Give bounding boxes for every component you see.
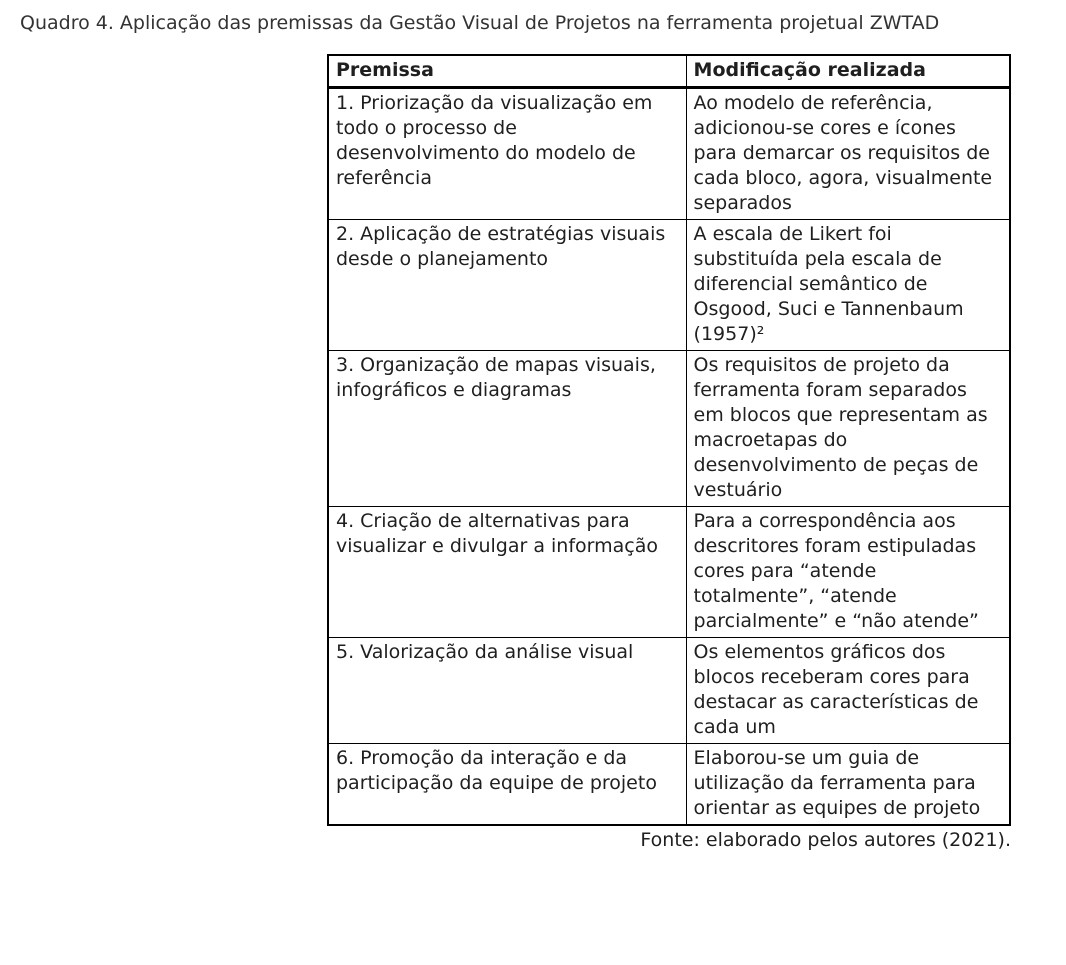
modificacao-cell: Elaborou-se um guia de utilização da ferramenta para orientar as equipes de projeto xyxy=(686,744,1010,826)
table-row xyxy=(328,351,1010,507)
premissa-cell: 3. Organização de mapas visuais, infográficos e diagramas xyxy=(328,351,686,507)
col-header-premissa: Premissa xyxy=(328,55,686,88)
source-note: Fonte: elaborado pelos autores (2021). xyxy=(640,829,1011,851)
table-row xyxy=(328,220,1010,351)
modificacao-cell: Ao modelo de referência, adicionou-se cores e ícones para demarcar os requisitos de cada bloco, agora, visualmente separados xyxy=(686,88,1010,220)
table-caption: Quadro 4. Aplicação das premissas da Gestão Visual de Projetos na ferramenta projetual ZWTAD xyxy=(20,12,940,34)
table-container xyxy=(327,54,1011,851)
premissa-cell: 1. Priorização da visualização em todo o processo de desenvolvimento do modelo de referência xyxy=(328,88,686,220)
col-header-modificacao: Modificação realizada xyxy=(686,55,1010,88)
premissa-cell: 4. Criação de alternativas para visualizar e divulgar a informação xyxy=(328,507,686,638)
modificacao-cell: Os requisitos de projeto da ferramenta foram separados em blocos que representam as macroetapas do desenvolvimento de peças de vestuário xyxy=(686,351,1010,507)
premissa-cell: 6. Promoção da interação e da participação da equipe de projeto xyxy=(328,744,686,826)
table-row xyxy=(328,88,1010,220)
modificacao-cell: A escala de Likert foi substituída pela escala de diferencial semântico de Osgood, Suci e Tannenbaum (1957)² xyxy=(686,220,1010,351)
premissas-table xyxy=(327,54,1011,826)
premissa-cell: 2. Aplicação de estratégias visuais desde o planejamento xyxy=(328,220,686,351)
header-row xyxy=(328,55,1010,88)
modificacao-cell: Os elementos gráficos dos blocos receberam cores para destacar as características de cada um xyxy=(686,638,1010,744)
table-row xyxy=(328,638,1010,744)
table-row xyxy=(328,744,1010,826)
modificacao-cell: Para a correspondência aos descritores foram estipuladas cores para “atende totalmente”, “atende parcialmente” e “não atende” xyxy=(686,507,1010,638)
table-row xyxy=(328,507,1010,638)
premissa-cell: 5. Valorização da análise visual xyxy=(328,638,686,744)
